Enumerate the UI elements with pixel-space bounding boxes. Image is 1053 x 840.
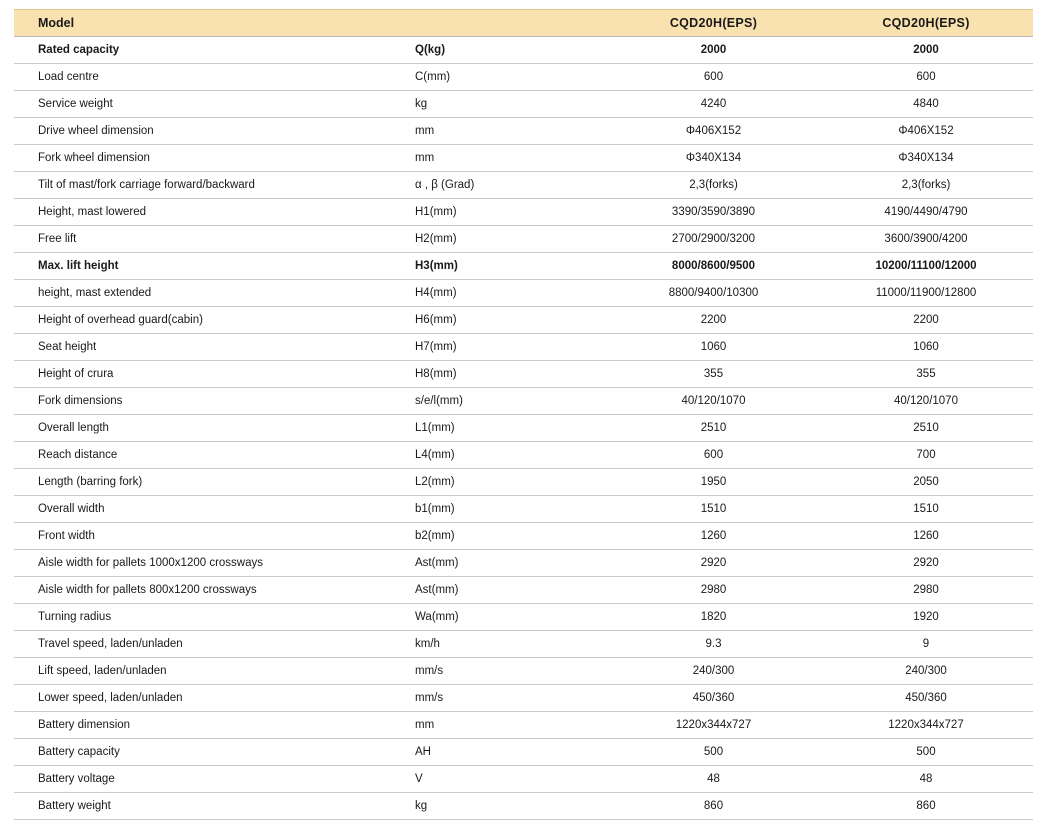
table-row (14, 172, 1033, 199)
table-row (14, 658, 1033, 685)
spec-value-model-2: 3600/3900/4200 (819, 226, 1033, 253)
spec-unit-cell: mm (401, 712, 608, 739)
spec-name-cell: Seat height (14, 334, 401, 361)
table-row (14, 712, 1033, 739)
spec-value-model-1: 8000/8600/9500 (608, 253, 819, 280)
spec-unit-cell: mm (401, 145, 608, 172)
spec-unit-cell: H2(mm) (401, 226, 608, 253)
spec-unit-cell: L1(mm) (401, 415, 608, 442)
spec-name-cell: Height, mast lowered (14, 199, 401, 226)
spec-name-cell: Fork dimensions (14, 388, 401, 415)
spec-value-model-2: 2,3(forks) (819, 172, 1033, 199)
spec-name-cell: Height of overhead guard(cabin) (14, 307, 401, 334)
header-unit-label (401, 10, 608, 37)
spec-value-model-1: 1510 (608, 496, 819, 523)
spec-value-model-1: 2980 (608, 577, 819, 604)
spec-table (14, 9, 1033, 820)
spec-value-model-2: 1510 (819, 496, 1033, 523)
spec-value-model-2: 2920 (819, 550, 1033, 577)
spec-name-cell: Rated capacity (14, 37, 401, 64)
table-row (14, 253, 1033, 280)
spec-name-cell: Battery dimension (14, 712, 401, 739)
spec-name-cell: Max. lift height (14, 253, 401, 280)
spec-value-model-1: 500 (608, 739, 819, 766)
spec-unit-cell: kg (401, 793, 608, 820)
spec-value-model-1: 355 (608, 361, 819, 388)
spec-unit-cell: mm (401, 118, 608, 145)
spec-value-model-2: Φ340X134 (819, 145, 1033, 172)
spec-unit-cell: mm/s (401, 658, 608, 685)
spec-name-cell: Overall width (14, 496, 401, 523)
spec-value-model-2: 1220x344x727 (819, 712, 1033, 739)
spec-unit-cell: H1(mm) (401, 199, 608, 226)
spec-value-model-1: 2200 (608, 307, 819, 334)
spec-name-cell: Front width (14, 523, 401, 550)
spec-name-cell: Length (barring fork) (14, 469, 401, 496)
spec-unit-cell: b2(mm) (401, 523, 608, 550)
spec-value-model-2: 600 (819, 64, 1033, 91)
spec-unit-cell: H8(mm) (401, 361, 608, 388)
table-row (14, 766, 1033, 793)
spec-value-model-1: 9.3 (608, 631, 819, 658)
spec-unit-cell: V (401, 766, 608, 793)
spec-unit-cell: Q(kg) (401, 37, 608, 64)
spec-value-model-2: 500 (819, 739, 1033, 766)
spec-value-model-1: 2700/2900/3200 (608, 226, 819, 253)
spec-value-model-2: 4190/4490/4790 (819, 199, 1033, 226)
spec-value-model-1: 2510 (608, 415, 819, 442)
spec-unit-cell: L2(mm) (401, 469, 608, 496)
table-row (14, 226, 1033, 253)
spec-value-model-1: Φ406X152 (608, 118, 819, 145)
spec-value-model-2: 355 (819, 361, 1033, 388)
spec-name-cell: height, mast extended (14, 280, 401, 307)
spec-unit-cell: Wa(mm) (401, 604, 608, 631)
spec-value-model-2: 1260 (819, 523, 1033, 550)
table-row (14, 685, 1033, 712)
table-row (14, 496, 1033, 523)
spec-value-model-2: 700 (819, 442, 1033, 469)
spec-unit-cell: C(mm) (401, 64, 608, 91)
spec-value-model-2: 40/120/1070 (819, 388, 1033, 415)
table-row (14, 550, 1033, 577)
spec-unit-cell: H4(mm) (401, 280, 608, 307)
spec-name-cell: Fork wheel dimension (14, 145, 401, 172)
spec-name-cell: Travel speed, laden/unladen (14, 631, 401, 658)
spec-unit-cell: H7(mm) (401, 334, 608, 361)
spec-value-model-1: 3390/3590/3890 (608, 199, 819, 226)
spec-unit-cell: mm/s (401, 685, 608, 712)
spec-unit-cell: Ast(mm) (401, 577, 608, 604)
spec-value-model-1: 240/300 (608, 658, 819, 685)
spec-name-cell: Drive wheel dimension (14, 118, 401, 145)
table-row (14, 199, 1033, 226)
spec-value-model-2: Φ406X152 (819, 118, 1033, 145)
spec-unit-cell: H3(mm) (401, 253, 608, 280)
spec-unit-cell: H6(mm) (401, 307, 608, 334)
table-row (14, 37, 1033, 64)
spec-value-model-2: 10200/11100/12000 (819, 253, 1033, 280)
spec-value-model-2: 240/300 (819, 658, 1033, 685)
spec-name-cell: Battery weight (14, 793, 401, 820)
spec-value-model-1: 450/360 (608, 685, 819, 712)
spec-unit-cell: s/e/l(mm) (401, 388, 608, 415)
spec-name-cell: Overall length (14, 415, 401, 442)
table-row (14, 523, 1033, 550)
table-row (14, 145, 1033, 172)
table-row (14, 64, 1033, 91)
spec-name-cell: Height of crura (14, 361, 401, 388)
spec-value-model-1: 2,3(forks) (608, 172, 819, 199)
spec-value-model-2: 4840 (819, 91, 1033, 118)
spec-value-model-1: 2000 (608, 37, 819, 64)
spec-value-model-2: 11000/11900/12800 (819, 280, 1033, 307)
table-row (14, 469, 1033, 496)
spec-body (14, 37, 1033, 820)
spec-unit-cell: kg (401, 91, 608, 118)
spec-unit-cell: L4(mm) (401, 442, 608, 469)
spec-value-model-1: 40/120/1070 (608, 388, 819, 415)
spec-value-model-1: 600 (608, 442, 819, 469)
table-row (14, 577, 1033, 604)
table-row (14, 388, 1033, 415)
spec-unit-cell: km/h (401, 631, 608, 658)
spec-name-cell: Turning radius (14, 604, 401, 631)
spec-value-model-2: 2000 (819, 37, 1033, 64)
spec-value-model-1: 1260 (608, 523, 819, 550)
spec-value-model-2: 450/360 (819, 685, 1033, 712)
spec-name-cell: Aisle width for pallets 1000x1200 crossways (14, 550, 401, 577)
spec-value-model-1: 1060 (608, 334, 819, 361)
header-model-1: CQD20H(EPS) (608, 10, 819, 37)
table-row (14, 361, 1033, 388)
table-row (14, 334, 1033, 361)
table-row (14, 739, 1033, 766)
spec-value-model-2: 2050 (819, 469, 1033, 496)
spec-value-model-1: Φ340X134 (608, 145, 819, 172)
spec-value-model-1: 600 (608, 64, 819, 91)
spec-value-model-2: 9 (819, 631, 1033, 658)
table-row (14, 631, 1033, 658)
table-row (14, 118, 1033, 145)
spec-unit-cell: α , β (Grad) (401, 172, 608, 199)
table-row (14, 91, 1033, 118)
spec-value-model-2: 860 (819, 793, 1033, 820)
header-model-2: CQD20H(EPS) (819, 10, 1033, 37)
header-model-label: Model (14, 10, 401, 37)
table-row (14, 307, 1033, 334)
spec-value-model-2: 48 (819, 766, 1033, 793)
table-row (14, 604, 1033, 631)
spec-value-model-2: 1920 (819, 604, 1033, 631)
spec-value-model-1: 4240 (608, 91, 819, 118)
spec-value-model-1: 8800/9400/10300 (608, 280, 819, 307)
spec-value-model-2: 2980 (819, 577, 1033, 604)
spec-unit-cell: b1(mm) (401, 496, 608, 523)
spec-unit-cell: AH (401, 739, 608, 766)
spec-value-model-1: 2920 (608, 550, 819, 577)
spec-name-cell: Lift speed, laden/unladen (14, 658, 401, 685)
table-row (14, 442, 1033, 469)
spec-value-model-1: 1950 (608, 469, 819, 496)
table-row (14, 415, 1033, 442)
spec-name-cell: Free lift (14, 226, 401, 253)
table-row (14, 793, 1033, 820)
table-header-row (14, 10, 1033, 37)
spec-name-cell: Battery capacity (14, 739, 401, 766)
spec-value-model-2: 2510 (819, 415, 1033, 442)
spec-value-model-1: 1220x344x727 (608, 712, 819, 739)
spec-value-model-2: 2200 (819, 307, 1033, 334)
spec-name-cell: Service weight (14, 91, 401, 118)
spec-name-cell: Load centre (14, 64, 401, 91)
spec-name-cell: Reach distance (14, 442, 401, 469)
spec-value-model-1: 860 (608, 793, 819, 820)
spec-name-cell: Lower speed, laden/unladen (14, 685, 401, 712)
spec-name-cell: Aisle width for pallets 800x1200 crossways (14, 577, 401, 604)
spec-name-cell: Tilt of mast/fork carriage forward/backward (14, 172, 401, 199)
spec-unit-cell: Ast(mm) (401, 550, 608, 577)
table-row (14, 280, 1033, 307)
spec-value-model-1: 48 (608, 766, 819, 793)
spec-name-cell: Battery voltage (14, 766, 401, 793)
spec-value-model-2: 1060 (819, 334, 1033, 361)
spec-value-model-1: 1820 (608, 604, 819, 631)
